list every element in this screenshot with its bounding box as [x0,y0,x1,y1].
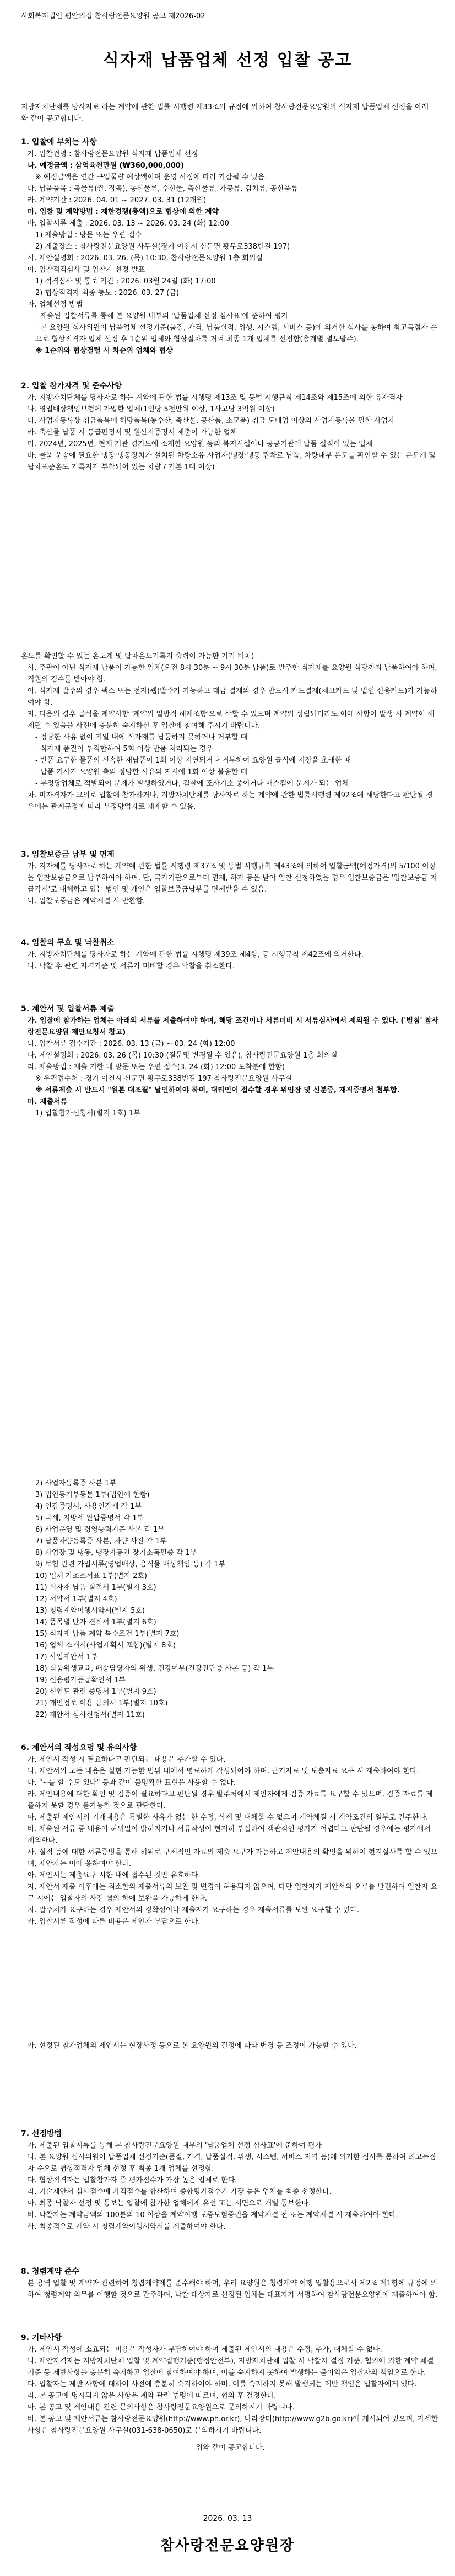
section-2-title: 2. 입찰 참가자격 및 준수사항 [21,382,122,390]
s1-line: 자. 업체선정 방법 [28,300,83,309]
section-8-title: 8. 청렴계약 준수 [21,2267,79,2276]
s2-line: 바. 물품 운송에 필요한 냉장·냉동장치가 설치된 차량소유 사업자(냉장·냉동 탑차로 납품, 차량내부 온도를 확인할 수 있는 온도계 및 탑차표준온도 기록지가 부착되어 있는 차량 / 기본 1대 이상) [28,452,436,471]
s5-line: 1) 입찰참가신청서(별지 1호) 1부 [35,1109,140,1118]
section-5-title: 5. 제안서 및 입찰서류 제출 [21,1005,115,1013]
s1-line: 나. 예정금액 : 삼억육천만원 (₩360,000,000) [28,162,184,170]
s1-line: 사. 제안설명회 : 2026. 03. 26. (목) 10:30, 참사랑전문요양원 1층 회의실 [28,254,263,262]
s6-line: 차. 발주처가 요구하는 경우 제안서의 정확성이나 제출자가 요구하는 경우 제출서류를 보완 요구할 수 있다. [28,1906,359,1914]
s7-line: 다. 협상적격자는 입찰참가자 중 평가점수가 가장 높은 업체로 한다. [28,2176,237,2185]
s1-line: - 본 요양원 심사위원이 납품업체 선정기준(품질, 가격, 납품실적, 위생, 시스템, 서비스 등)에 의거한 심사를 통하여 최고득점자 순으로 협상적격자 업체 선정 후 1순위 업체와 협상절차를 거쳐 최종 1개 업체를 선정함(총계별 별도발주). [35,324,437,344]
document-item: 2) 사업자등록증 사본 1부 [35,1479,117,1488]
s1-line: 아. 입찰적격심사 및 입찰자 선정 발표 [28,266,145,274]
section-7-title: 7. 선정방법 [21,2129,62,2138]
s1-line: - 제출된 입찰서류를 통해 본 요양원 내부의 '납품업체 선정 심사표'에 준하여 평가 [35,312,289,320]
document-item: 17) 사업제안서 1부 [35,1653,98,1661]
s2-line: - 반품 요구한 물품의 신속한 재납품이 1회 이상 지연되거나 거부하여 요양원 급식에 지장을 초래한 때 [35,756,351,765]
s7-line: 나. 본 요양원 심사위원이 납품업체 선정기준(품질, 가격, 납품실적, 위생, 시스템, 서비스 지역 등)에 의거한 심사를 통하여 최고득점자 순으로 협상적격자 업체 선정 후 최종 1개 업체를 선정함. [28,2153,436,2173]
s7-line: 사. 최종적으로 계약 시 청렴계약이행서약서를 제출하여야 한다. [28,2223,226,2231]
section-1 [21,137,440,357]
s1-line: 라. 계약기간 : 2026. 04. 01 ~ 2027. 03. 31 (12개월) [28,196,207,205]
document-item: 11) 식자재 납품 실적서 1부(별지 3호) [35,1584,156,1592]
s1-line: 2) 협상적격자 최종 통보 : 2026. 03. 27 (금) [35,289,179,297]
s6-line: 아. 제안서는 제출요구 시한 내에 접수된 것만 유효하다. [28,1871,201,1880]
section-5 [21,1003,440,1119]
s8-line: 본 용역 입찰 및 계약과 관련하여 청렴계약제를 준수해야 하며, 우리 요양원은 청렴계약 이행 입찰용으로서 제2조 제1항에 규정에 의하여 청렴계약 의무를 이행할 것으로 간주하며, 낙찰 대상자로 선정된 업체는 대표자가 서명하여 참사랑전문요양원에 제출하여야 함. [28,2279,438,2299]
s7-line: 바. 낙찰자는 계약금액의 100분의 10 이상을 계약이행 보증보험증권을 계약체결 전 또는 계약체결 시 제출하여야 한다. [28,2211,398,2219]
s2-line: - 부정당업체로 적발되어 문제가 발생하였거나, 검찰에 조사기소 중이거나 매스컴에 문제가 되는 업체 [35,780,349,788]
section-6 [21,1742,440,1928]
s2-line: 다. 사업자등록상 취급품목에 해당품목(농수산, 축산물, 공산품, 소모품) 취급 도매업 이상의 사업자등록을 필한 사업자 [28,417,395,425]
s9-line: 나. 제안자격자는 지방자치단체 입찰 및 계약집행기준(행정안전부), 지방자치단체 입찰 시 낙찰자 결정 기준, 협의에 의한 계약 체결 기준 등 제반사항을 충분히 숙지하고 입찰에 참여하여야 하며, 이를 숙지하지 못하여 발생하는 불이익은 입찰자의 책임으로 한다. [28,2357,434,2377]
document-item: 5) 국세, 지방세 완납증명서 각 1부 [35,1514,144,1522]
section-2 [21,380,440,473]
s2-line: 차. 미자격자가 고의로 입찰에 참가하거나, 지방자치단체를 당사자로 하는 계약에 관한 법률시행령 제92조에 해당한다고 판단될 경우에는 관계규정에 따라 부정당업자로 제재할 수 있음. [28,791,433,811]
s5-line: ※ 우편접수처 : 경기 이천시 신둔면 황무로338번길 197 참사랑전문요양원 사무실 [35,1075,292,1083]
s1-line: 마. 입찰 및 계약방법 : 제한경쟁(총액)으로 협상에 의한 계약 [28,208,219,216]
section-2-continued [21,651,440,813]
s4-line: 나. 낙찰 후 관련 자격기준 및 서류가 미비할 경우 낙찰을 취소한다. [28,962,235,970]
intro-paragraph: 지방자치단체를 당사자로 하는 계약에 관한 법률 시행령 제33조의 규정에 의하여 참사랑전문요양원의 식자재 납품업체 선정을 아래와 같이 공고합니다. [21,103,429,123]
s1-line: ※ 1순위와 협상결렬 시 차순위 업체와 협상 [35,347,173,355]
document-item: 16) 업체 소개서(사업계획서 포함)(별지 8호) [35,1641,176,1650]
s6-line: 라. 제안내용에 대한 확인 및 검증이 필요하다고 판단될 경우 발주처에서 제안자에게 검증 자료를 요구할 수 있으며, 검증 자료를 제출하지 못할 경우 불가능한 것으로 판단한다. [28,1790,433,1810]
s2-line: 가. 지방자치단체를 당사자로 하는 계약에 관한 법률 시행령 제13조 및 동법 시행규칙 제14조와 제15조에 의한 유자격자 [28,394,403,402]
section-9 [21,2332,440,2454]
document-item: 19) 신용평가등급확인서 1부 [35,1676,126,1684]
s1-line: 1) 적격심사 및 통보 기간 : 2026. 03월 24일 (화) 17:00 [35,277,216,286]
s9-line: 다. 입찰자는 제반 사항에 대하여 사전에 충분히 숙지하여야 하며, 이를 숙지하지 못해 발생되는 제반 책임은 입찰자에게 있다. [28,2380,417,2389]
s2-line: 라. 축산물 납품 시 등급판정서 및 원산지증명서 제출이 가능한 업체 [28,428,237,437]
s6-line: 바. 제출된 서류 중 내용이 허위일이 밝혀지거나 서류작성이 현저히 부실하여 객관적인 평가가 어렵다고 판단될 경우에는 평가에서 제외한다. [28,1825,431,1845]
s1-line: 2) 제출장소 : 참사랑전문요양원 사무실(경기 이천시 신둔면 황무로338번길 197) [35,243,290,251]
s7-line: 마. 최종 낙찰자 선정 및 통보는 입찰에 참가한 업체에게 유선 또는 서면으로 개별 통보한다. [28,2199,311,2208]
s6-line: 사. 실적 등에 대한 서류증빙을 통해 허위로 구체적인 자료의 제출 요구가 가능하고 제안내용의 확인을 위하여 현지실사를 할 수 있으며, 제안자는 이에 응하여야 한다. [28,1848,438,1868]
document-number: 사회복지법인 평안의집 참사랑전문요양원 공고 제2026-02 [21,12,205,20]
s1-line: 1) 제출방법 : 방문 또는 우편 접수 [35,231,142,239]
s6-line: 나. 제안서의 모든 내용은 실현 가능한 범위 내에서 명료하게 작성되어야 하며, 근거자료 및 보충자료 요구 시 제출하여야 한다. [28,1767,419,1775]
s2-line: 사. 주관이 아닌 식자재 납품이 가능한 업체(오전 8시 30분 ~ 9시 30분 납품)로 발주한 식자재를 요양원 식당까지 납품하여야 하며, 직원의 검수를 받아야 함. [28,664,437,684]
document-item: 14) 품목별 단가 견적서 1부(별지 6호) [35,1618,156,1627]
section-1-title: 1. 입찰에 부치는 사항 [21,138,97,147]
document-item: 6) 사업운영 및 경영능력기준 사본 각 1부 [35,1526,165,1534]
document-item: 18) 식품위생교육, 배송담당자의 위생, 건강여부(건강진단증 사본 등) 각 1부 [35,1665,274,1673]
s9-line: 바. 본 공고 및 제안서류는 참사랑전문요양원(http://www.ph.or.kr), 나라장터(http://www.g2b.go.kr)에 게시되어 있으며, 자세한 사항은 참사랑전문요양원 사무실(031-638-0650)로 문의하시기 바랍니다. [28,2415,438,2435]
section-4-title: 4. 입찰의 무효 및 낙찰취소 [21,938,115,947]
s1-line: 다. 납품품목 : 곡물류(쌀, 잡곡), 농산물류, 수산물, 축산물류, 가공류, 김치류, 공산품류 [28,185,298,193]
document-item: 12) 서약서 1부(별지 4호) [35,1595,117,1603]
document-item: 7) 납품차량등록증 사본, 차량 사진 각 1부 [35,1537,167,1545]
s1-line: 가. 입찰건명 : 참사랑전문요양원 식자재 납품업체 선정 [28,150,198,158]
s3-line: 나. 입찰보증금은 계약체결 시 반환함. [28,897,145,905]
s5-line: 가. 입찰에 참가하는 업체는 아래의 서류를 제출하여야 하며, 해당 조건이나 서류미비 시 서류심사에서 제외될 수 있다. ('별첨' 참사랑전문요양원 제안요청서 참고) [28,1017,439,1037]
issuer-name: 참사랑전문요양원장 [160,2537,295,2554]
document-item: 15) 식자재 납품 계약 특수조건 1부(별지 7호) [35,1630,180,1638]
document-item: 3) 법인등기부등본 1부(법인에 한함) [35,1491,150,1499]
s5-line: 나. 입찰서류 접수기간 : 2026. 03. 13 (금) ~ 03. 24 (화) 12:00 [28,1040,235,1048]
section-7 [21,2128,440,2232]
section-5-documents [21,1478,440,1721]
section-3 [21,849,440,907]
section-6-end [21,2040,440,2052]
s2-line: 온도를 확인할 수 있는 온도계 및 탑차온도기록지 출력이 가능한 기기 비치) [21,652,254,661]
s6-line: 자. 제안서 제출 이후에는 최소한의 제출서류의 보완 및 변경이 허용되지 않으며, 다만 입찰자가 제안서의 오류를 발견하여 입찰자 요구 시에는 입찰자의 사전 협의 하에 보완을 가능하게 한다. [28,1883,438,1903]
document-item: 9) 보험 관련 가입서류(영업배상, 음식물 배상책임 등) 각 1부 [35,1560,226,1569]
s7-line: 라. 기술제안서 심사점수에 가격점수를 합산하여 종합평가점수가 가장 높은 업체를 최종 선정한다. [28,2188,332,2196]
s6-end-line: 카. 선정된 참가업체의 제안서는 현장사정 등으로 본 요양원의 결정에 따라 변경 등 조정이 가능할 수 있다. [28,2042,357,2050]
section-6-title: 6. 제안서의 작성요령 및 유의사항 [21,1743,137,1752]
document-item: 8) 사업장 및 냉동, 냉장자동인 장기소독필증 각 1부 [35,1549,197,1557]
s2-line: 마. 2024년, 2025년, 현재 기관 경기도에 소재한 요양원 등의 복지시설이나 공공기관에 납품 실적이 있는 업체 [28,440,373,448]
s5-line: ※ 서류제출 시 반드시 "원본 대조필" 날인하여야 하며, 대리인이 접수할 경우 위임장 및 신분증, 재직증명서 첨부함. [35,1086,400,1094]
s1-line: 바. 입찰서류 제출 : 2026. 03. 13 ~ 2026. 03. 24 (화) 12:00 [28,219,229,228]
document-item: 13) 청렴계약이행서약서(별지 5호) [35,1607,145,1615]
section-4 [21,937,440,972]
s6-line: 마. 제출된 제안서의 기재내용은 특별한 사유가 없는 한 수정, 삭제 및 대체할 수 없으며 계약체결 시 계약조건의 일부로 간주한다. [28,1813,429,1822]
document-item: 4) 인감증명서, 사용인감계 각 1부 [35,1502,142,1511]
s2-line: - 식자재 품질이 부적합하여 5회 이상 반품 처리되는 경우 [35,745,213,753]
s9-line: 라. 본 공고에 명시되지 않은 사항은 계약 관련 법령에 따르며, 협의 후 결정한다. [28,2392,277,2400]
s3-line: 가. 지자체를 당사자로 하는 계약에 관한 법률 시행령 제37조 및 동법 시행규칙 제43조에 의하여 입찰금액(예정가격)의 5/100 이상을 입찰보증금으로 납부하여야 하며, 단, 국가기관으로부터 면제, 하자 등을 받아 입찰 신청하였을 경우 입찰보증금은 '입찰보증금 지급각서'로 대체하고 있는 법인 및 개인은 입찰보증금납부를 면제받을 수 있음. [28,862,437,894]
notice-title: 식자재 납품업체 선정 입찰 공고 [102,51,353,70]
document-item: 20) 신인도 관련 증명서 1부(별지 9호) [35,1688,156,1696]
closing-statement: 위와 같이 공고합니다. [196,2444,265,2452]
s2-line: - 정당한 사유 없이 기일 내에 식자재를 납품하지 못하거나 거부할 때 [35,733,248,742]
s2-line: 자. 다음의 경우 급식을 계약사항 '계약의 일방적 해제조항'으로 삭할 수 있으며 계약의 성립되더라도 이에 사항이 발생 시 계약이 해제될 수 있음을 사전에 충분히 숙지하신 후 입찰에 참여해 주시기 바랍니다. [28,710,435,730]
s4-line: 가. 지방자치단체를 당사자로 하는 계약에 관한 법률 시행령 제39조 제4항, 동 시행규칙 제42조에 의거한다. [28,951,364,959]
s6-line: 카. 입찰서류 작성에 따른 비용은 제안자 부담으로 한다. [28,1918,201,1926]
s9-line: 마. 본 공고 및 제안내용 관련 문의사항은 참사랑전문요양원으로 문의하시기 바랍니다. [28,2403,295,2412]
document-item: 22) 제안서 심사신청서(별지 11호) [35,1711,145,1719]
s1-line: ※ 예정금액은 연간 구입물량 예상액이며 운영 사정에 따라 가감될 수 있음. [35,173,267,181]
s9-line: 가. 제안서 작성에 소요되는 비용은 작성자가 부담하여야 하며 제출된 제안서의 내용은 수정, 추가, 대체할 수 없다. [28,2346,382,2354]
s2-line: 나. 영업배상책임보험에 가입한 업체(1인당 5천만원 이상, 1사고당 3억원 이상) [28,405,275,414]
s7-line: 가. 제출된 입찰서류를 통해 본 참사랑전문요양원 내부의 '납품업체 선정 심사표'에 준하여 평가 [28,2142,322,2150]
s5-line: 라. 제출방법 : 제출 기한 내 방문 또는 우편 접수(3. 24 (화) 12:00 도착분에 한함) [28,1063,285,1071]
s5-line: 마. 제출서류 [28,1098,68,1106]
section-8 [21,2266,440,2301]
document-item: 10) 업체 가조조서표 1부(별지 2호) [35,1572,147,1580]
document-item: 21) 개인정보 이용 동의서 1부(별지 10호) [35,1699,168,1708]
section-3-title: 3. 입찰보증금 납부 및 면제 [21,850,115,859]
notice-date: 2026. 03. 13 [203,2514,252,2523]
s6-line: 다. "~를 할 수도 있다" 등과 같이 불명확한 표현은 사용할 수 없다. [28,1779,236,1787]
section-9-title: 9. 기타사항 [21,2333,62,2342]
s6-line: 가. 제안서 작성 시 필요하다고 판단되는 내용은 추가할 수 있다. [28,1756,226,1764]
s2-line: - 납품 기사가 요양원 측의 정당한 사유의 지시에 1회 이상 불응한 때 [35,768,247,776]
s5-line: 다. 제안설명회 : 2026. 03. 26 (목) 10:30 (질문및 변경될 수 있음), 참사랑전문요양원 1층 회의실 [28,1051,338,1060]
s2-line: 아. 식자재 발주의 경우 팩스 또는 전자(웹)발주가 가능하고 대금 결제의 경우 반드시 카드결제(체크카드 및 법인 신용카드)가 가능하여야 함. [28,687,437,707]
